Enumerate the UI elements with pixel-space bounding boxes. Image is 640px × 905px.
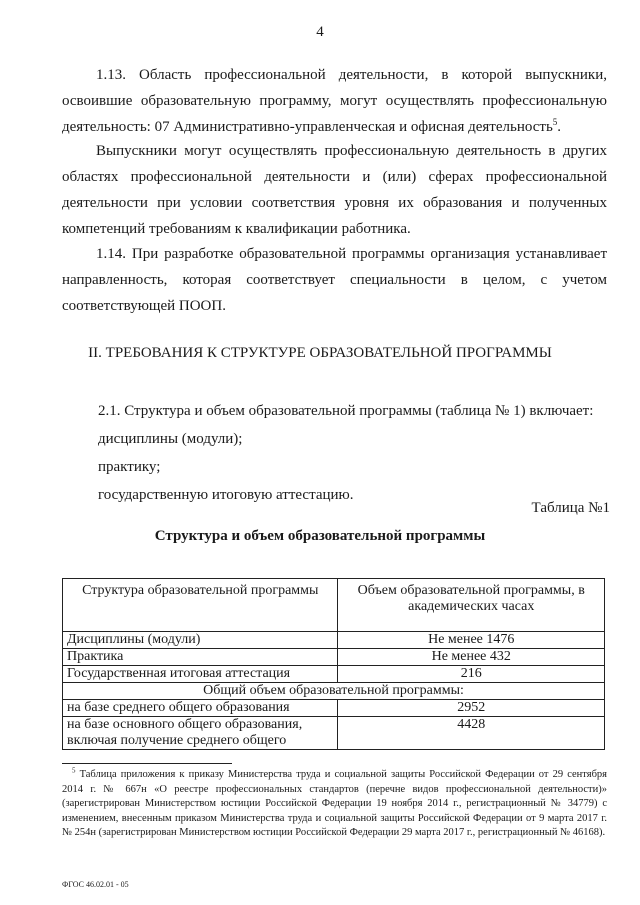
table-cell-value: 4428 [338, 717, 605, 750]
table-header-row [63, 579, 605, 632]
paragraph-1-13 [62, 62, 607, 140]
paragraph-line: Выпускники могут осуществлять профессиональную деятельность в других [96, 143, 607, 159]
footnote-reference: 5 [552, 117, 558, 127]
table-cell-label: Практика [63, 649, 338, 666]
table-total-label: Общий объем образовательной программы: [63, 683, 605, 700]
table-cell-value: 2952 [338, 700, 605, 717]
paragraph-line-with-footnote: деятельность: 07 Административно-управленческая и офисная деятельность$^5$. [62, 117, 562, 135]
footnote-divider [62, 763, 232, 764]
table-row [63, 666, 605, 683]
table-cell-value: Не менее 1476 [338, 632, 605, 649]
paragraph-line: деятельности при условии соответствия уровня их образования и полученных [62, 195, 607, 211]
paragraph-line: освоившие образовательную программу, могут осуществлять профессиональную [62, 93, 607, 109]
table-total-row [63, 683, 605, 700]
table-cell-label: Дисциплины (модули) [63, 632, 338, 649]
page-number: 4 [316, 24, 324, 40]
section-heading: II. ТРЕБОВАНИЯ К СТРУКТУРЕ ОБРАЗОВАТЕЛЬНОЙ ПРОГРАММЫ [88, 345, 552, 361]
paragraph-line: 1.13. Область профессиональной деятельности, в которой выпускники, [96, 67, 607, 83]
paragraph-line: 2.1. Структура и объем образовательной программы (таблица № 1) включает: [98, 403, 594, 419]
table-header-cell: Объем образовательной программы, в академических часах [338, 579, 605, 632]
footnote [62, 768, 607, 841]
paragraph-2-1 [62, 397, 607, 509]
table-cell-value: Не менее 432 [338, 649, 605, 666]
list-item: практику; [98, 459, 161, 475]
paragraph-graduates [62, 138, 607, 242]
footnote-text: Таблица приложения к приказу Министерства труда и социальной защиты Российской Федерации от 29 сентября 2014 г. № 667н «О реестре профессиональных стандартов (перечне видов профессиональной деятельности)» (зарегистрирован Министерством юстиции Российской Федерации 19 ноября 2014 г., регистрационный № 34779) с изменением, внесенным приказом Министерства труда и социальной защиты Российской Федерации от 9 марта 2017 г. № 254н (зарегистрирован Министерством юстиции Российской Федерации 29 марта 2017 г., регистрационный № 46168). [62, 769, 607, 838]
footnote-mark: 5 [72, 766, 76, 775]
table-row [63, 717, 605, 750]
structure-table [62, 578, 605, 750]
table-cell-label: Государственная итоговая аттестация [63, 666, 338, 683]
paragraph-line: 1.14. При разработке образовательной программы организация устанавливает [96, 246, 607, 262]
paragraph-line: деятельность: 07 Административно-управленческая и офисная деятельность [62, 119, 553, 135]
table-cell-label: на базе основного общего образования, включая получение среднего общего [63, 717, 338, 750]
table-title: Структура и объем образовательной программы [154, 528, 486, 544]
paragraph-line: компетенций требованиям к квалификации работника. [62, 221, 411, 237]
list-item: дисциплины (модули); [98, 431, 243, 447]
table-row [63, 632, 605, 649]
document-code: ФГОС 46.02.01 - 05 [62, 880, 129, 889]
table-cell-value: 216 [338, 666, 605, 683]
table-header-cell: Структура образовательной программы [63, 579, 338, 632]
paragraph-line: областях профессиональной деятельности и (или) сферах профессиональной [62, 169, 607, 185]
table-row [63, 700, 605, 717]
table-label: Таблица №1 [531, 500, 610, 516]
paragraph-line: направленность, которая соответствует специальности в целом, с учетом [62, 272, 607, 288]
list-item: государственную итоговую аттестацию. [98, 487, 354, 503]
table-row [63, 649, 605, 666]
paragraph-1-14 [62, 241, 607, 319]
paragraph-line: соответствующей ПООП. [62, 298, 226, 314]
table-cell-label: на базе среднего общего образования [63, 700, 338, 717]
